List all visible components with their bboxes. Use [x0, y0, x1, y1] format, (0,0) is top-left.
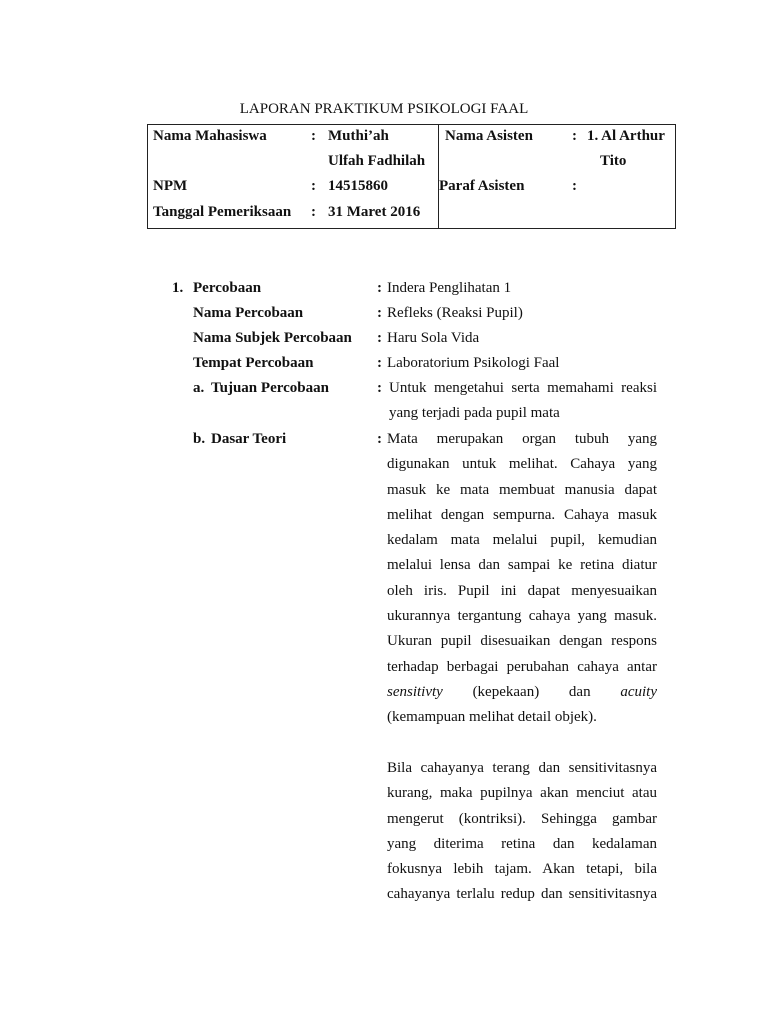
nama-subjek-value: Haru Sola Vida [387, 330, 480, 346]
section-number: 1. [172, 280, 184, 296]
colon: : [377, 330, 382, 346]
paragraph-line: Ukuran pupil disesuaikan dengan respons [387, 633, 657, 650]
dasar-letter: b. [193, 431, 206, 447]
colon: : [311, 204, 316, 220]
paragraph-line: ukurannya tergantung cahaya yang masuk. [387, 608, 657, 625]
paragraph-line: oleh iris. Pupil ini dapat menyesuaikan [387, 582, 657, 599]
tujuan-line: yang terjadi pada pupil mata [389, 405, 560, 422]
nama-asisten-value-line2: Tito [600, 153, 627, 169]
term-kepekaan: (kepekaan) [472, 683, 540, 700]
nama-asisten-value-line1: 1. Al Arthur [587, 128, 665, 144]
report-title: LAPORAN PRAKTIKUM PSIKOLOGI FAAL [239, 101, 529, 117]
npm-label: NPM [153, 178, 188, 194]
nama-asisten-label: Nama Asisten [445, 128, 533, 144]
tanggal-pemeriksaan-label: Tanggal Pemeriksaan [153, 204, 292, 220]
colon: : [377, 355, 382, 371]
nama-mahasiswa-value-line1: Muthi’ah [328, 128, 389, 144]
tujuan-letter: a. [193, 380, 205, 396]
nama-percobaan-label: Nama Percobaan [193, 305, 304, 321]
paragraph-line: (kemampuan melihat detail objek). [387, 709, 597, 726]
colon: : [377, 305, 382, 321]
paragraph-line: kurang, maka pupilnya akan menciut atau [387, 785, 657, 802]
colon: : [311, 128, 316, 144]
npm-value: 14515860 [328, 178, 388, 194]
colon: : [311, 178, 316, 194]
colon: : [572, 128, 577, 144]
tujuan-line: Untuk mengetahui serta memahami reaksi [389, 380, 657, 396]
paragraph-line: cahayanya terlalu redup dan sensitivitasnya [387, 886, 657, 903]
word-dan: dan [568, 683, 591, 700]
nama-subjek-label: Nama Subjek Percobaan [193, 330, 352, 346]
paragraph-line: terhadap berbagai perubahan cahaya antar [387, 658, 657, 675]
tujuan-percobaan-text [389, 376, 657, 427]
paragraph-line-italic-terms [387, 680, 657, 705]
colon: : [377, 431, 382, 447]
tanggal-pemeriksaan-value: 31 Maret 2016 [328, 204, 421, 220]
colon: : [377, 280, 382, 296]
percobaan-value: Indera Penglihatan 1 [387, 280, 512, 296]
tujuan-percobaan-label: Tujuan Percobaan [211, 380, 329, 396]
paraf-asisten-label: Paraf Asisten [439, 178, 525, 194]
colon: : [377, 380, 382, 396]
dasar-teori-paragraph-1 [387, 427, 657, 731]
paragraph-line: melihat dengan sempurna. Cahaya masuk [387, 506, 657, 523]
dasar-teori-label: Dasar Teori [211, 431, 287, 447]
nama-mahasiswa-value-line2: Ulfah Fadhilah [328, 153, 426, 169]
header-table-divider [438, 124, 439, 229]
paragraph-line: melalui lensa dan sampai ke retina diatur [387, 557, 657, 574]
italic-term-acuity: acuity [620, 683, 657, 700]
colon: : [572, 178, 577, 194]
paragraph-line: digunakan untuk melihat. Cahaya yang [387, 456, 657, 473]
paragraph-line: Bila cahayanya terang dan sensitivitasnya [387, 760, 657, 776]
tempat-percobaan-value: Laboratorium Psikologi Faal [387, 355, 560, 371]
nama-percobaan-value: Refleks (Reaksi Pupil) [387, 305, 523, 321]
paragraph-line: kedalam mata melalui pupil, kemudian [387, 532, 657, 549]
paragraph-line: masuk ke mata membuat manusia dapat [387, 481, 657, 498]
italic-term-sensitivity: sensitivty [387, 683, 443, 700]
paragraph-line: mengerut (kontriksi). Sehingga gambar [387, 810, 657, 827]
tempat-percobaan-label: Tempat Percobaan [193, 355, 314, 371]
nama-mahasiswa-label: Nama Mahasiswa [153, 128, 267, 144]
dasar-teori-paragraph-2 [387, 756, 657, 908]
percobaan-label: Percobaan [193, 280, 262, 296]
paragraph-line: fokusnya lebih tajam. Akan tetapi, bila [387, 861, 657, 878]
paragraph-line: Mata merupakan organ tubuh yang [387, 431, 657, 447]
paragraph-line: yang diterima retina dan kedalaman [387, 835, 657, 852]
